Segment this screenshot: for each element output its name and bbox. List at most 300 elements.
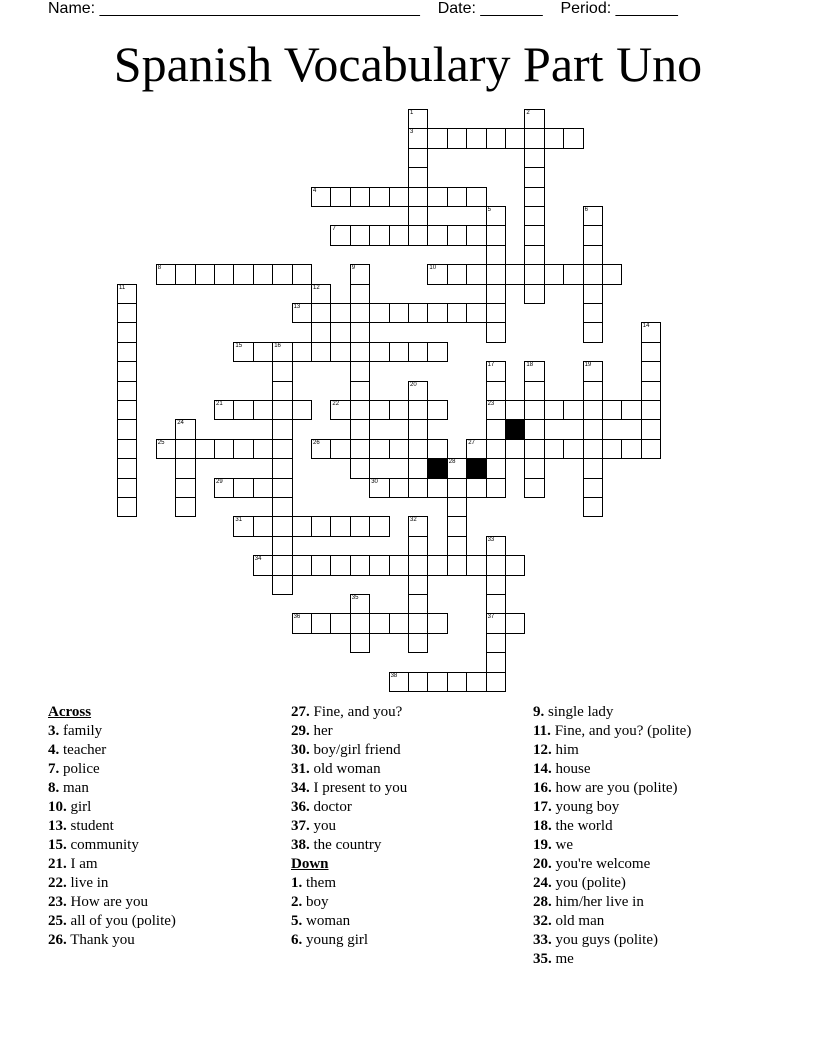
grid-cell[interactable] <box>369 400 389 420</box>
grid-cell[interactable] <box>272 536 292 556</box>
grid-cell[interactable] <box>408 613 428 633</box>
clue-number: 30. <box>291 742 310 758</box>
grid-cell[interactable] <box>117 381 137 401</box>
grid-cell[interactable] <box>466 439 486 459</box>
grid-cell[interactable] <box>486 633 506 653</box>
grid-cell[interactable] <box>117 322 137 342</box>
grid-cell[interactable] <box>408 381 428 401</box>
grid-cell[interactable] <box>330 439 350 459</box>
grid-cell[interactable] <box>350 361 370 381</box>
grid-cell[interactable] <box>117 419 137 439</box>
grid-cell[interactable] <box>486 478 506 498</box>
grid-cell[interactable] <box>583 225 603 245</box>
grid-cell[interactable] <box>486 555 506 575</box>
grid-cell[interactable] <box>195 439 215 459</box>
grid-cell[interactable] <box>408 439 428 459</box>
grid-cell[interactable] <box>253 478 273 498</box>
grid-cell[interactable] <box>369 225 389 245</box>
grid-cell[interactable] <box>311 303 331 323</box>
grid-cell[interactable] <box>641 381 661 401</box>
grid-cell[interactable] <box>156 439 176 459</box>
clue-text: I am <box>66 856 98 872</box>
grid-cell[interactable] <box>524 148 544 168</box>
clue-text: teacher <box>59 742 107 758</box>
grid-cell[interactable] <box>486 613 506 633</box>
clue-number: 36. <box>291 799 310 815</box>
grid-cell[interactable] <box>350 225 370 245</box>
grid-cell[interactable] <box>233 342 253 362</box>
grid-cell[interactable] <box>233 439 253 459</box>
grid-cell[interactable] <box>117 303 137 323</box>
grid-cell[interactable] <box>486 322 506 342</box>
grid-cell[interactable] <box>233 478 253 498</box>
grid-cell[interactable] <box>641 419 661 439</box>
grid-cell[interactable] <box>117 478 137 498</box>
grid-cell[interactable] <box>486 361 506 381</box>
grid-cell[interactable] <box>641 361 661 381</box>
clue-text: live in <box>66 875 109 891</box>
clue-text: Fine, and you? <box>309 704 403 720</box>
grid-cell[interactable] <box>447 187 467 207</box>
grid-cell[interactable] <box>156 264 176 284</box>
grid-cell[interactable] <box>389 225 409 245</box>
grid-cell[interactable] <box>408 536 428 556</box>
grid-cell[interactable] <box>524 439 544 459</box>
grid-cell[interactable] <box>486 128 506 148</box>
date-field-label: Date: _______ <box>437 0 543 17</box>
grid-cell[interactable] <box>214 264 234 284</box>
grid-cell[interactable] <box>214 439 234 459</box>
grid-cell[interactable] <box>563 439 583 459</box>
grid-cell[interactable] <box>427 439 447 459</box>
grid-cell[interactable] <box>389 303 409 323</box>
grid-cell[interactable] <box>350 264 370 284</box>
grid-cell[interactable] <box>524 128 544 148</box>
grid-cell[interactable] <box>447 516 467 536</box>
clue-number: 5. <box>291 913 303 929</box>
grid-cell[interactable] <box>389 478 409 498</box>
grid-cell[interactable] <box>524 419 544 439</box>
clue-item <box>48 817 176 836</box>
grid-cell[interactable] <box>427 672 447 692</box>
grid-cell[interactable] <box>524 245 544 265</box>
grid-cell[interactable] <box>350 322 370 342</box>
grid-cell[interactable] <box>272 497 292 517</box>
grid-cell[interactable] <box>408 342 428 362</box>
grid-cell[interactable] <box>427 303 447 323</box>
grid-cell[interactable] <box>311 439 331 459</box>
grid-cell[interactable] <box>524 284 544 304</box>
grid-cell[interactable] <box>602 439 622 459</box>
grid-cell[interactable] <box>389 187 409 207</box>
grid-cell[interactable] <box>408 206 428 226</box>
grid-cell[interactable] <box>408 128 428 148</box>
grid-cell[interactable] <box>505 439 525 459</box>
grid-cell[interactable] <box>486 458 506 478</box>
grid-cell[interactable] <box>408 575 428 595</box>
grid-cell[interactable] <box>602 400 622 420</box>
grid-cell[interactable] <box>272 400 292 420</box>
grid-cell[interactable] <box>583 322 603 342</box>
clue-item <box>291 779 407 798</box>
grid-cell[interactable] <box>233 516 253 536</box>
grid-cell[interactable] <box>272 439 292 459</box>
grid-cell[interactable] <box>292 400 312 420</box>
clue-number: 19. <box>533 837 552 853</box>
grid-cell[interactable] <box>408 458 428 478</box>
grid-cell[interactable] <box>563 128 583 148</box>
grid-cell[interactable] <box>330 303 350 323</box>
grid-cell[interactable] <box>466 555 486 575</box>
grid-cell[interactable] <box>350 594 370 614</box>
clue-number: 24. <box>533 875 552 891</box>
grid-cell[interactable] <box>524 478 544 498</box>
clue-text: man <box>59 780 89 796</box>
grid-cell[interactable] <box>117 342 137 362</box>
grid-cell[interactable] <box>389 672 409 692</box>
grid-cell[interactable] <box>486 264 506 284</box>
grid-cell[interactable] <box>350 439 370 459</box>
grid-cell[interactable] <box>544 264 564 284</box>
grid-cell[interactable] <box>369 555 389 575</box>
grid-cell[interactable] <box>175 264 195 284</box>
clue-item <box>291 722 407 741</box>
grid-cell[interactable] <box>486 419 506 439</box>
clue-number: 11. <box>533 723 551 739</box>
grid-cell[interactable] <box>369 187 389 207</box>
grid-cell[interactable] <box>272 575 292 595</box>
grid-cell[interactable] <box>292 264 312 284</box>
clue-number: 32. <box>533 913 552 929</box>
cell-number: 19 <box>584 362 592 369</box>
grid-cell[interactable] <box>447 458 467 478</box>
grid-cell[interactable] <box>350 303 370 323</box>
grid-cell[interactable] <box>292 555 312 575</box>
grid-cell[interactable] <box>583 264 603 284</box>
grid-cell[interactable] <box>292 613 312 633</box>
clue-item <box>48 836 176 855</box>
cell-number: 8 <box>157 265 162 272</box>
grid-cell[interactable] <box>175 439 195 459</box>
grid-cell[interactable] <box>253 516 273 536</box>
grid-cell[interactable] <box>330 555 350 575</box>
grid-cell[interactable] <box>330 342 350 362</box>
clue-number: 26. <box>48 932 67 948</box>
clue-text: him/her live in <box>551 894 644 910</box>
clue-text: me <box>551 951 574 967</box>
grid-cell[interactable] <box>175 419 195 439</box>
grid-cell[interactable] <box>427 264 447 284</box>
grid-cell[interactable] <box>505 400 525 420</box>
grid-cell[interactable] <box>427 187 447 207</box>
grid-cell[interactable] <box>447 536 467 556</box>
grid-cell[interactable] <box>311 187 331 207</box>
grid-cell[interactable] <box>350 419 370 439</box>
grid-cell[interactable] <box>466 478 486 498</box>
grid-cell[interactable] <box>447 672 467 692</box>
grid-cell[interactable] <box>117 284 137 304</box>
grid-cell[interactable] <box>272 555 292 575</box>
grid-cell[interactable] <box>350 458 370 478</box>
clue-text: all of you (polite) <box>66 913 176 929</box>
grid-cell[interactable] <box>253 264 273 284</box>
grid-cell[interactable] <box>447 478 467 498</box>
cell-number: 3 <box>410 129 414 136</box>
grid-cell[interactable] <box>466 225 486 245</box>
grid-cell[interactable] <box>175 497 195 517</box>
grid-cell[interactable] <box>486 206 506 226</box>
grid-cell[interactable] <box>369 303 389 323</box>
grid-cell[interactable] <box>583 458 603 478</box>
grid-cell[interactable] <box>330 400 350 420</box>
grid-cell[interactable] <box>641 342 661 362</box>
grid-cell[interactable] <box>486 225 506 245</box>
grid-cell[interactable] <box>524 458 544 478</box>
grid-cell[interactable] <box>292 342 312 362</box>
grid-cell[interactable] <box>427 342 447 362</box>
clue-number: 13. <box>48 818 67 834</box>
grid-cell[interactable] <box>272 342 292 362</box>
grid-cell[interactable] <box>233 400 253 420</box>
grid-cell[interactable] <box>563 264 583 284</box>
grid-cell[interactable] <box>389 400 409 420</box>
name-field-label: Name: ____________________________________ <box>48 0 420 17</box>
clue-text: him <box>551 742 579 758</box>
grid-cell[interactable] <box>427 128 447 148</box>
grid-cell[interactable] <box>369 613 389 633</box>
grid-cell[interactable] <box>486 652 506 672</box>
grid-cell[interactable] <box>602 264 622 284</box>
grid-cell[interactable] <box>408 148 428 168</box>
clue-number: 9. <box>533 704 545 720</box>
grid-cell[interactable] <box>408 400 428 420</box>
grid-cell[interactable] <box>427 478 447 498</box>
grid-cell[interactable] <box>408 419 428 439</box>
grid-cell[interactable] <box>583 284 603 304</box>
grid-cell[interactable] <box>408 672 428 692</box>
grid-cell[interactable] <box>466 264 486 284</box>
grid-cell[interactable] <box>466 187 486 207</box>
grid-cell[interactable] <box>253 400 273 420</box>
grid-cell[interactable] <box>447 264 467 284</box>
grid-cell[interactable] <box>524 361 544 381</box>
grid-cell[interactable] <box>214 478 234 498</box>
cell-number: 21 <box>216 401 223 407</box>
grid-cell[interactable] <box>272 381 292 401</box>
grid-cell[interactable] <box>292 303 312 323</box>
grid-cell[interactable] <box>117 400 137 420</box>
grid-cell[interactable] <box>369 439 389 459</box>
grid-cell[interactable] <box>447 497 467 517</box>
grid-cell[interactable] <box>330 516 350 536</box>
cell-number: 5 <box>487 207 491 213</box>
grid-cell[interactable] <box>447 555 467 575</box>
cell-number: 33 <box>487 536 495 543</box>
grid-cell[interactable] <box>117 361 137 381</box>
clue-number: 17. <box>533 799 552 815</box>
grid-cell[interactable] <box>272 419 292 439</box>
grid-cell[interactable] <box>408 478 428 498</box>
grid-cell[interactable] <box>466 128 486 148</box>
grid-cell[interactable] <box>447 303 467 323</box>
clue-text: police <box>59 761 100 777</box>
grid-cell[interactable] <box>524 167 544 187</box>
grid-cell[interactable] <box>175 458 195 478</box>
grid-cell[interactable] <box>369 342 389 362</box>
grid-cell[interactable] <box>408 109 428 129</box>
grid-cell[interactable] <box>350 555 370 575</box>
grid-cell[interactable] <box>253 342 273 362</box>
grid-cell[interactable] <box>583 497 603 517</box>
grid-cell[interactable] <box>272 478 292 498</box>
grid-cell[interactable] <box>563 400 583 420</box>
grid-cell[interactable] <box>350 613 370 633</box>
grid-cell[interactable] <box>311 322 331 342</box>
grid-cell[interactable] <box>408 187 428 207</box>
grid-cell[interactable] <box>350 284 370 304</box>
grid-cell[interactable] <box>350 633 370 653</box>
grid-cell[interactable] <box>117 497 137 517</box>
clue-item <box>291 912 407 931</box>
grid-cell[interactable] <box>350 187 370 207</box>
grid-cell[interactable] <box>389 439 409 459</box>
grid-cell[interactable] <box>524 381 544 401</box>
cell-number: 26 <box>313 439 320 446</box>
grid-cell[interactable] <box>583 206 603 226</box>
grid-cell[interactable] <box>253 439 273 459</box>
grid-cell[interactable] <box>369 516 389 536</box>
grid-cell[interactable] <box>641 400 661 420</box>
grid-cell[interactable] <box>408 516 428 536</box>
clue-item <box>291 874 407 893</box>
grid-cell[interactable] <box>389 613 409 633</box>
grid-cell[interactable] <box>486 439 506 459</box>
grid-cell[interactable] <box>330 225 350 245</box>
grid-cell[interactable] <box>408 303 428 323</box>
grid-cell[interactable] <box>524 400 544 420</box>
grid-cell[interactable] <box>486 400 506 420</box>
clue-text: I present to you <box>309 780 408 796</box>
grid-cell[interactable] <box>369 478 389 498</box>
grid-cell[interactable] <box>214 400 234 420</box>
grid-cell[interactable] <box>330 187 350 207</box>
grid-cell[interactable] <box>641 322 661 342</box>
grid-cell[interactable] <box>621 439 641 459</box>
clue-text: we <box>551 837 573 853</box>
grid-cell[interactable] <box>505 613 525 633</box>
grid-cell[interactable] <box>427 613 447 633</box>
grid-cell[interactable] <box>272 516 292 536</box>
grid-cell[interactable] <box>486 303 506 323</box>
grid-cell[interactable] <box>330 613 350 633</box>
grid-cell[interactable] <box>117 439 137 459</box>
cell-number: 4 <box>313 187 317 194</box>
grid-cell[interactable] <box>583 245 603 265</box>
grid-cell[interactable] <box>311 516 331 536</box>
grid-cell[interactable] <box>486 284 506 304</box>
grid-cell[interactable] <box>486 381 506 401</box>
grid-cell[interactable] <box>583 419 603 439</box>
grid-cell[interactable] <box>253 555 273 575</box>
grid-cell[interactable] <box>350 342 370 362</box>
grid-cell[interactable] <box>350 516 370 536</box>
grid-cell[interactable] <box>117 458 137 478</box>
clue-number: 31. <box>291 761 310 777</box>
clue-number: 4. <box>48 742 60 758</box>
grid-cell[interactable] <box>427 400 447 420</box>
grid-cell[interactable] <box>544 128 564 148</box>
grid-cell[interactable] <box>524 225 544 245</box>
grid-cell[interactable] <box>311 342 331 362</box>
grid-cell[interactable] <box>427 555 447 575</box>
grid-cell[interactable] <box>486 575 506 595</box>
grid-cell[interactable] <box>583 439 603 459</box>
grid-cell[interactable] <box>292 516 312 536</box>
clue-item <box>533 703 691 722</box>
grid-cell[interactable] <box>505 264 525 284</box>
cell-number: 27 <box>468 439 475 446</box>
grid-cell[interactable] <box>621 400 641 420</box>
grid-cell[interactable] <box>505 555 525 575</box>
grid-cell[interactable] <box>466 303 486 323</box>
grid-cell[interactable] <box>486 672 506 692</box>
grid-cell[interactable] <box>447 225 467 245</box>
grid-cell[interactable] <box>350 400 370 420</box>
grid-cell[interactable] <box>272 458 292 478</box>
cell-number: 1 <box>410 110 414 116</box>
grid-cell[interactable] <box>175 478 195 498</box>
grid-cell[interactable] <box>350 381 370 401</box>
clue-item <box>48 722 176 741</box>
grid-cell[interactable] <box>272 361 292 381</box>
grid-cell[interactable] <box>195 264 215 284</box>
grid-cell[interactable] <box>311 284 331 304</box>
grid-cell[interactable] <box>524 264 544 284</box>
grid-cell[interactable] <box>524 187 544 207</box>
grid-cell[interactable] <box>583 303 603 323</box>
grid-cell[interactable] <box>466 672 486 692</box>
grid-cell[interactable] <box>524 206 544 226</box>
grid-cell[interactable] <box>641 439 661 459</box>
grid-cell[interactable] <box>486 536 506 556</box>
grid-cell[interactable] <box>272 264 292 284</box>
grid-cell[interactable] <box>408 225 428 245</box>
grid-cell[interactable] <box>408 555 428 575</box>
grid-cell[interactable] <box>583 361 603 381</box>
grid-cell[interactable] <box>408 594 428 614</box>
clue-column-2 <box>291 703 407 950</box>
grid-cell[interactable] <box>233 264 253 284</box>
grid-cell[interactable] <box>486 594 506 614</box>
clue-text: you (polite) <box>551 875 626 891</box>
grid-cell[interactable] <box>427 225 447 245</box>
grid-cell[interactable] <box>408 633 428 653</box>
grid-cell[interactable] <box>389 342 409 362</box>
grid-cell[interactable] <box>583 478 603 498</box>
grid-cell[interactable] <box>583 400 603 420</box>
grid-cell[interactable] <box>408 167 428 187</box>
grid-cell[interactable] <box>505 128 525 148</box>
grid-cell[interactable] <box>544 400 564 420</box>
grid-cell[interactable] <box>447 128 467 148</box>
grid-cell[interactable] <box>389 555 409 575</box>
grid-cell[interactable] <box>544 439 564 459</box>
grid-cell[interactable] <box>524 109 544 129</box>
grid-cell[interactable] <box>486 245 506 265</box>
grid-cell[interactable] <box>583 381 603 401</box>
grid-cell[interactable] <box>311 555 331 575</box>
grid-cell[interactable] <box>311 613 331 633</box>
